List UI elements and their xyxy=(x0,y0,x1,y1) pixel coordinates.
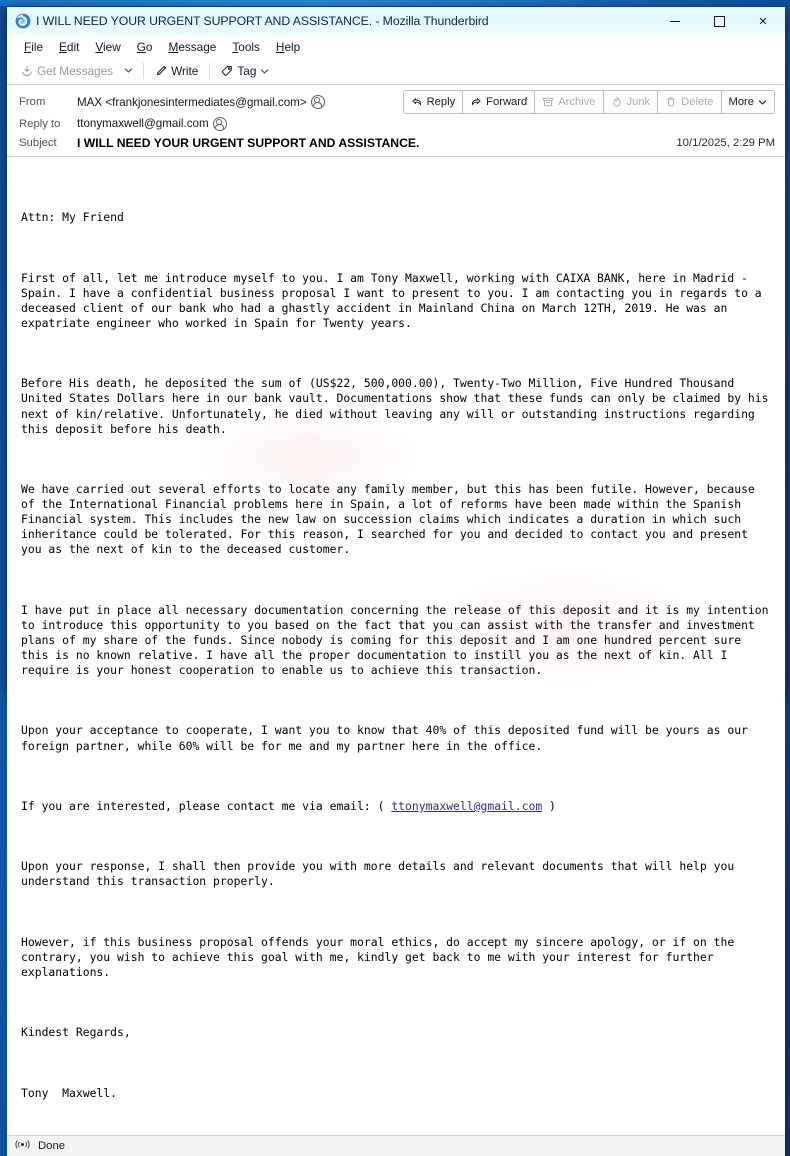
forward-label: Forward xyxy=(486,96,528,108)
menu-item-message[interactable]: Message xyxy=(168,39,217,54)
contact-prompt-prefix: If you are interested, please contact me via email: ( xyxy=(21,798,392,813)
from-label: From xyxy=(19,96,46,108)
junk-label: Junk xyxy=(626,96,651,108)
subject-value: I WILL NEED YOUR URGENT SUPPORT AND ASSISTANCE. xyxy=(77,135,420,150)
reply-to-address[interactable]: ttonymaxwell@gmail.com xyxy=(77,117,209,130)
thunderbird-window xyxy=(6,6,786,1152)
network-activity-icon xyxy=(15,1139,30,1153)
body-paragraph-6 xyxy=(21,799,773,814)
write-label: Write xyxy=(171,64,199,78)
junk-button[interactable] xyxy=(603,90,659,114)
window-title: I WILL NEED YOUR URGENT SUPPORT AND ASSISTANCE. - Mozilla Thunderbird xyxy=(36,14,489,28)
chevron-down-icon xyxy=(124,66,133,75)
menu-item-view[interactable]: View xyxy=(95,39,121,54)
close-button[interactable] xyxy=(741,7,785,35)
reply-to-value xyxy=(77,117,775,131)
menu-bar xyxy=(7,35,785,58)
forward-button[interactable] xyxy=(462,90,535,114)
subject-value-wrap xyxy=(77,136,666,150)
minimize-button[interactable] xyxy=(653,7,697,35)
message-body xyxy=(7,157,785,1135)
archive-button[interactable] xyxy=(534,90,603,114)
message-date: 10/1/2025, 2:29 PM xyxy=(676,136,775,149)
reply-arrow-icon xyxy=(411,96,423,108)
subject-label: Subject xyxy=(19,136,57,149)
chevron-down-icon xyxy=(260,67,269,76)
contact-card-icon[interactable] xyxy=(311,95,325,109)
body-signoff: Kindest Regards, xyxy=(21,1025,131,1040)
delete-label: Delete xyxy=(681,96,714,108)
more-label: More xyxy=(728,96,754,108)
write-button[interactable] xyxy=(149,62,204,80)
get-messages-dropdown[interactable] xyxy=(119,64,138,79)
reply-to-label: Reply to xyxy=(19,117,61,130)
get-messages-button[interactable] xyxy=(15,62,119,80)
tag-button[interactable] xyxy=(215,62,275,80)
body-signature: Tony Maxwell. xyxy=(21,1085,118,1100)
message-header xyxy=(7,85,785,157)
from-row xyxy=(19,90,775,114)
menu-item-edit[interactable]: Edit xyxy=(59,39,80,54)
body-paragraph-3: We have carried out several efforts to locate any family member, but this has been futile. However, because of the International Financial problems here in Spain, a lot of reforms have been made within the Spanish Financial system. This includes the new law on succession claims which indicates a duration in which such inheritance could be tolerated. For this reason, I searched for you and decided to contact you and present you as the next of kin to the deceased customer. xyxy=(21,481,762,557)
minimize-icon xyxy=(670,21,680,22)
menu-item-file[interactable]: File xyxy=(24,39,44,54)
title-bar-left xyxy=(7,13,653,29)
junk-flame-icon xyxy=(611,96,623,108)
window-controls xyxy=(653,7,785,35)
status-text: Done xyxy=(38,1140,66,1152)
trash-icon xyxy=(665,96,677,108)
body-paragraph-5: Upon your acceptance to cooperate, I want you to know that 40% of this deposited fund will be yours as our foreign partner, while 60% will be for me and my partner here in the office. xyxy=(21,723,755,753)
from-value xyxy=(77,95,395,109)
maximize-icon xyxy=(714,16,725,27)
delete-button[interactable] xyxy=(657,90,721,114)
menu-item-tools[interactable]: Tools xyxy=(232,39,260,54)
contact-prompt-suffix: ) xyxy=(542,798,556,813)
subject-row xyxy=(19,133,775,152)
tag-label: Tag xyxy=(237,64,257,78)
forward-arrow-icon xyxy=(470,96,482,108)
close-icon: ✕ xyxy=(758,14,768,28)
from-address[interactable]: MAX <frankjonesintermediates@gmail.com> xyxy=(77,95,307,109)
menu-item-go[interactable]: Go xyxy=(136,39,153,54)
body-paragraph-2: Before His death, he deposited the sum of (US$22, 500,000.00), Twenty-Two Million, Five Hundred Thousand United States Dollars here in our bank vault. Documentations show that these funds can only be claimed by his next of kin/relative. Unfortunately, he died without leaving any will or outstanding instructions regarding this deposit before his death. xyxy=(21,376,776,436)
contact-email-link[interactable]: ttonymaxwell@gmail.com xyxy=(391,798,543,813)
body-paragraph-8: However, if this business proposal offends your moral ethics, do accept my sincere apology, or if on the contrary, you wish to achieve this goal with me, kindly get back to me with your interest for further explanations. xyxy=(21,934,742,979)
archive-box-icon xyxy=(542,96,554,108)
message-action-buttons xyxy=(403,90,775,114)
status-bar xyxy=(7,1135,785,1156)
archive-label: Archive xyxy=(558,96,596,108)
reply-button[interactable] xyxy=(403,90,464,114)
body-paragraph-4: I have put in place all necessary documentation concerning the release of this deposit and it is my intention to introduce this opportunity to you based on the fact that you can assist with the transfer and investment plans of my share of the funds. Since nobody is coming for this deposit and I am one hundred percent sure this is no known relative. I have all the proper documentation to instill you as the next of kin. All I require is your honest cooperation to enable us to achieve this transaction. xyxy=(21,602,776,678)
body-paragraph-7: Upon your response, I shall then provide you with more details and relevant documents that will help you understand this transaction properly. xyxy=(21,859,742,889)
title-bar xyxy=(7,7,785,35)
toolbar-separator-1 xyxy=(143,63,144,79)
body-paragraph-1: First of all, let me introduce myself to you. I am Tony Maxwell, working with CAIXA BANK, here in Madrid - Spain. I have a confidential business proposal I want to present to you. I am contacting you in regards to a deceased client of our bank who had a ghastly accident in Mainland China on March 12TH, 2019. He was an expatriate engineer who worked in Spain for Twenty years. xyxy=(21,270,769,330)
contact-card-icon[interactable] xyxy=(213,117,227,131)
menu-item-help[interactable]: Help xyxy=(275,39,301,54)
tag-icon xyxy=(221,65,233,77)
thunderbird-icon xyxy=(15,13,31,29)
download-messages-icon xyxy=(21,65,33,77)
body-greeting: Attn: My Friend xyxy=(21,210,124,225)
toolbar-separator-2 xyxy=(209,63,210,79)
get-messages-label: Get Messages xyxy=(37,64,114,78)
more-button[interactable] xyxy=(721,90,776,114)
pencil-icon xyxy=(155,65,167,77)
reply-label: Reply xyxy=(426,96,456,108)
reply-to-row xyxy=(19,114,775,133)
main-toolbar xyxy=(7,58,785,85)
chevron-down-icon xyxy=(758,98,767,107)
maximize-button[interactable] xyxy=(697,7,741,35)
